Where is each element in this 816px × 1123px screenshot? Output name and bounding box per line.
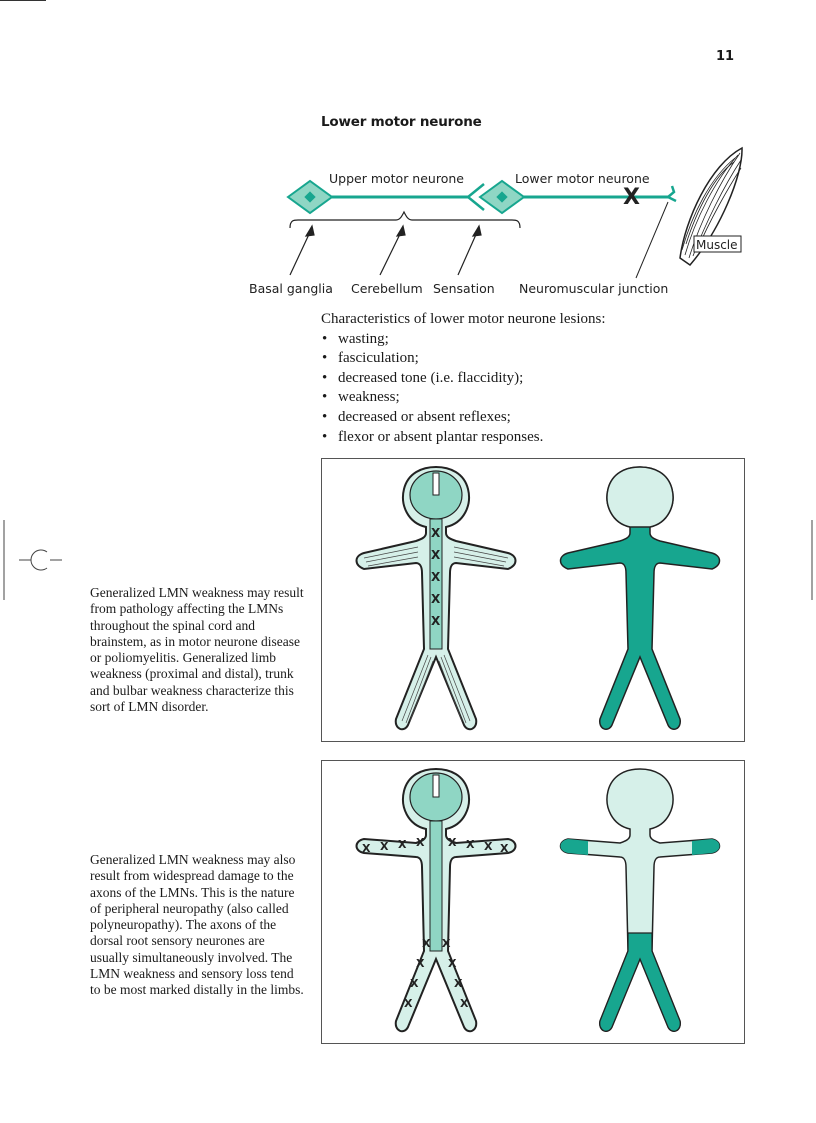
figure-2-caption: Generalized LMN weakness may also result from widespread damage to the axons of the LMNs. This is the nature of peripheral neuropathy (also called polyneuropathy). The axons of the dorsal root sensory neurones are usually simultaneously involved. The LMN weakness and sensory loss tend to be most marked distally in the limbs. [90, 852, 304, 998]
list-item: • fasciculation; [321, 349, 741, 369]
figure-peripheral-neuropathy [321, 760, 745, 1044]
end-plate-icon [668, 186, 676, 201]
lesion-x-mark: X [460, 997, 469, 1010]
sensation-arrow [458, 226, 481, 275]
characteristics-intro: Characteristics of lower motor neurone lesions: [321, 311, 606, 327]
lesion-x-mark: X [416, 836, 425, 849]
lesion-x-mark: X [416, 957, 425, 970]
list-item: • flexor or absent plantar responses. [321, 428, 741, 448]
head-unaffected [607, 467, 673, 527]
lesion-x-mark: X [442, 937, 451, 950]
lesion-x-mark: X [448, 836, 457, 849]
input-label-basal-ganglia: Basal ganglia [249, 281, 333, 296]
crop-marks [0, 520, 816, 602]
lesion-x-mark: X [398, 838, 407, 851]
lesion-x-mark: X [422, 937, 431, 950]
lesion-x-mark: X [431, 592, 441, 606]
lesion-x-mark: X [448, 957, 457, 970]
lower-motor-neurone-label: Lower motor neurone [515, 171, 650, 186]
input-brace [290, 212, 520, 228]
characteristics-list [321, 330, 741, 448]
lesion-x-mark: X [431, 614, 441, 628]
cerebellum-arrow [380, 226, 405, 275]
top-rule [0, 0, 46, 1]
lesion-x-mark: X [431, 526, 441, 540]
list-item: • decreased tone (i.e. flaccidity); [321, 369, 741, 389]
left-body-diagram [357, 769, 516, 1031]
lesion-x-mark: X [500, 842, 509, 855]
muscle-label: Muscle [696, 238, 738, 252]
upper-motor-neurone-cell-icon [288, 181, 332, 213]
lesion-x-mark: X [623, 185, 640, 210]
upper-motor-neurone-label: Upper motor neurone [329, 171, 464, 186]
right-body-diagram [561, 769, 720, 1031]
lesion-x-mark: X [484, 840, 493, 853]
lesion-x-mark: X [380, 840, 389, 853]
input-label-sensation: Sensation [433, 281, 495, 296]
lesion-x-mark: X [404, 997, 413, 1010]
junction-label: Neuromuscular junction [519, 281, 669, 296]
neuron-pathway-diagram [240, 140, 760, 310]
input-label-cerebellum: Cerebellum [351, 281, 423, 296]
lesion-x-mark: X [410, 977, 419, 990]
page-number: 11 [716, 49, 735, 64]
basal-ganglia-arrow [290, 226, 314, 275]
section-title: Lower motor neurone [321, 114, 482, 130]
list-item: • weakness; [321, 388, 741, 408]
figure-2-illustration [322, 761, 744, 1043]
list-item: • wasting; [321, 330, 741, 350]
body-outline [561, 769, 720, 1031]
distal-leg-weakness [600, 933, 681, 1031]
figure-1-caption: Generalized LMN weakness may result from pathology affecting the LMNs throughout the spinal cord and brainstem, as in motor neurone disease or poliomyelitis. Generalized limb weakness (proximal and distal), trunk and bulbar weakness characterize this sort of LMN disorder. [90, 585, 304, 715]
lesion-x-mark: X [466, 838, 475, 851]
registration-mark-icon [19, 550, 62, 570]
junction-pointer-line [636, 202, 668, 278]
lesion-x-mark: X [431, 548, 441, 562]
lesion-x-mark: X [362, 842, 371, 855]
lesion-x-mark: X [454, 977, 463, 990]
characteristics-block [321, 310, 741, 447]
list-item: • decreased or absent reflexes; [321, 408, 741, 428]
lesion-x-mark: X [431, 570, 441, 584]
